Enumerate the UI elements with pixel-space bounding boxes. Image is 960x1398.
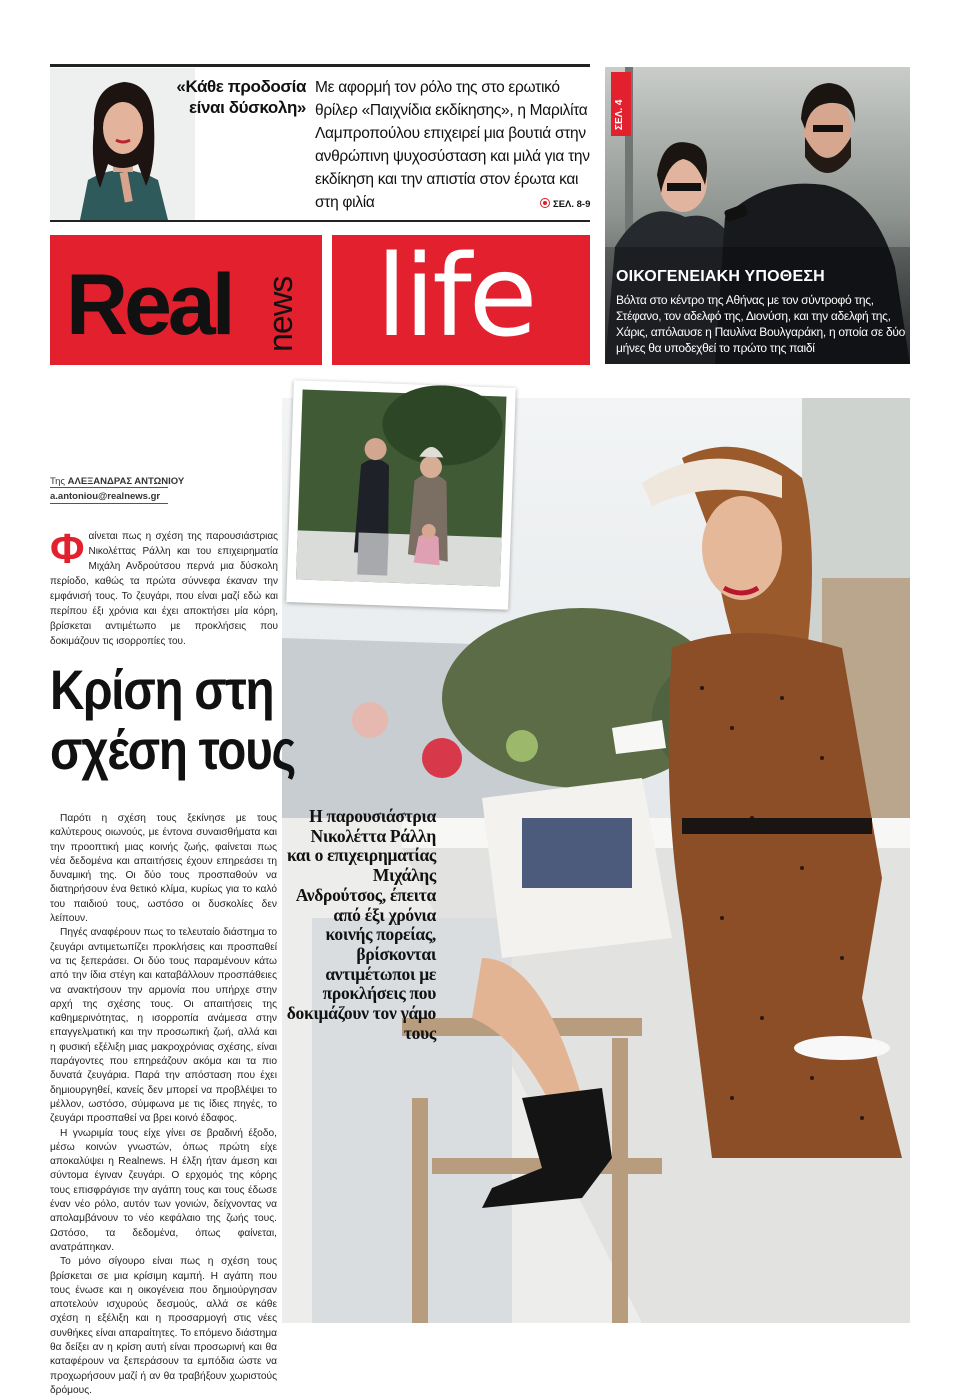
photo-caption: Η παρουσιάστρια Νικολέττα Ράλλη και ο επιχειρηματίας Μιχάλης Ανδρούτσος, έπειτα από έξι χρόνια κοινής πορείας, βρίσκονται αντιμέτωποι με προκλήσεις που δοκιμάζουν τον γάμο τους bbox=[286, 806, 436, 1043]
masthead-news: news bbox=[262, 276, 300, 352]
drop-cap: Φ bbox=[50, 525, 85, 572]
teaser-text: Με αφορμή τον ρόλο της στο ερωτικό θρίλερ «Παιχνίδια εκδίκησης», η Μαριλίτα Λαμπροπούλου επιχειρεί μια βουτιά στην ανθρώπινη ψυχοσύσταση και μιλά για την εκδίκηση και την απιστία στον έρωτα και στη φιλία bbox=[315, 79, 590, 211]
body-paragraph: Η γνωριμία τους είχε γίνει σε βραδινή έξοδο, μέσω κοινών γνωστών, όπως πρώτη είχε αποκαλύψει η Realnews. Η έλξη ήταν άμεση και σύντομα έγιναν ζευγάρι. Ο ερχομός της κόρης τους επισφράγισε την αγάπη τους και τους έδωσε έναν νέο ρόλο, αυτόν των γονιών, δείχνοντας να απολαμβάνουν το νέο κεφάλαιο της ζωής τους. Ωστόσο, τα δεδομένα, όπως φαίνεται, ανατράπηκαν. bbox=[50, 1127, 277, 1253]
byline-rule-bottom bbox=[50, 503, 168, 504]
inset-family-photo bbox=[286, 380, 516, 610]
teaser-page-label: ΣΕΛ. 8-9 bbox=[553, 199, 591, 210]
article-body bbox=[50, 812, 277, 1398]
side-teaser-page-ref[interactable] bbox=[611, 72, 631, 136]
byline bbox=[50, 476, 184, 487]
body-paragraph: Το μόνο σίγουρο είναι πως η σχέση τους βρίσκεται σε μια κρίσιμη καμπή. Η αγάπη που τους ένωσε και η οικογένεια που δημιούργησαν αποτελούν ισχυρούς δεσμούς, αλλά σε κάθε σχέση η εξέλιξη και η προσαρμογή στις νέες συνθήκες είναι απαραίτητες. Το επόμενο διάστημα θα δείξει αν η κρίση αυτή είναι προσωρινή και θα καταφέρουν να ξεπεράσουν τα εμπόδια ώστε να προχωρήσουν μαζί ή αν θα τραβήξουν χωριστούς δρόμους. bbox=[50, 1256, 277, 1396]
intro-text: αίνεται πως η σχέση της παρουσιάστριας Νικολέττας Ράλλη και του επιχειρηματία Μιχάλη Ανδρούτσου περνά μια δύσκολη περίοδο, καθώς τα πρώτα σύννεφα έκαναν την εμφάνισή τους. Το ζευγάρι, που είναι μαζί εδώ και περίπου έξι χρόνια και έχει αποκτήσει μία κόρη, βρίσκεται αντιμέτωπο με προκλήσεις που δοκιμάζουν τις ισορροπίες του. bbox=[50, 531, 278, 647]
teaser-quote: «Κάθε προδοσία είναι δύσκολη» bbox=[176, 77, 306, 117]
masthead-life: life bbox=[376, 232, 535, 362]
headline-line-2: σχέση τους bbox=[50, 718, 296, 781]
headline-line-1: Κρίση στη bbox=[50, 658, 274, 721]
teaser-page-ref[interactable] bbox=[540, 198, 590, 210]
side-teaser-title: ΟΙΚΟΓΕΝΕΙΑΚΗ ΥΠΟΘΕΣΗ bbox=[616, 268, 825, 285]
headline bbox=[50, 660, 331, 780]
body-paragraph: Παρότι η σχέση τους ξεκίνησε με τους καλύτερους οιωνούς, με έντονα συναισθήματα και την προοπτική μιας κοινής ζωής, φαίνεται πως νέα δεδομένα και απαιτήσεις έχουν επηρεάσει τη δυναμική της. Οι δύο τους προσπαθούν να διατηρήσουν ένα θετικό κλίμα, κυρίως για το καλό του παιδιού τους, ωστόσο οι δυσκολίες δεν λείπουν. bbox=[50, 813, 277, 925]
byline-author: ΑΛΕΞΑΝΔΡΑΣ ΑΝΤΩΝΙΟΥ bbox=[67, 476, 185, 487]
side-teaser-page-label: ΣΕΛ. 4 bbox=[614, 99, 625, 130]
teaser-top-rule bbox=[50, 64, 590, 67]
target-icon bbox=[540, 198, 550, 208]
side-teaser-text: Βόλτα στο κέντρο της Αθήνας με τον σύντροφό της, Στέφανο, τον αδελφό της, Διονύση, και την αδελφή της, Χάρις, απόλαυσε η Παυλίνα Βουλγαράκη, η οποία σε δύο μήνες θα υποδεχθεί το πρώτο της παιδί bbox=[616, 293, 905, 355]
byline-email[interactable]: a.antoniou@realnews.gr bbox=[50, 491, 161, 502]
masthead-real: Real bbox=[66, 257, 232, 353]
byline-prefix: Της bbox=[50, 476, 65, 487]
intro-paragraph bbox=[50, 525, 278, 649]
teaser-bottom-rule bbox=[50, 220, 590, 222]
body-paragraph: Πηγές αναφέρουν πως το τελευταίο διάστημα το ζευγάρι αντιμετωπίζει προκλήσεις και προσπαθεί να τις ξεπεράσει. Οι δύο τους παραμένουν κάτω από την ίδια στέγη και καταβάλλουν προσπάθειες να ανακτήσουν την αρμονία που υπήρχε στην αρχή της σχέσης τους. Οι απαιτήσεις της καθημερινότητας, η ισορροπία ανάμεσα στην επαγγελματική και την προσωπική ζωή, αλλά και η φυσική εξέλιξη μιας μακροχρόνιας σχέσης, είναι παράγοντες που επηρεάζουν ακόμα και τα πιο δυνατά ζευγάρια. Παρά την απόσταση που έχει δημιουργηθεί, κανείς δεν μπορεί να προβλέψει το μέλλον, ωστόσο, σύμφωνα με τις ίδιες πηγές, το ζευγάρι προσπαθεί να βρει κοινό έδαφος. bbox=[50, 927, 277, 1125]
byline-rule bbox=[50, 487, 168, 488]
